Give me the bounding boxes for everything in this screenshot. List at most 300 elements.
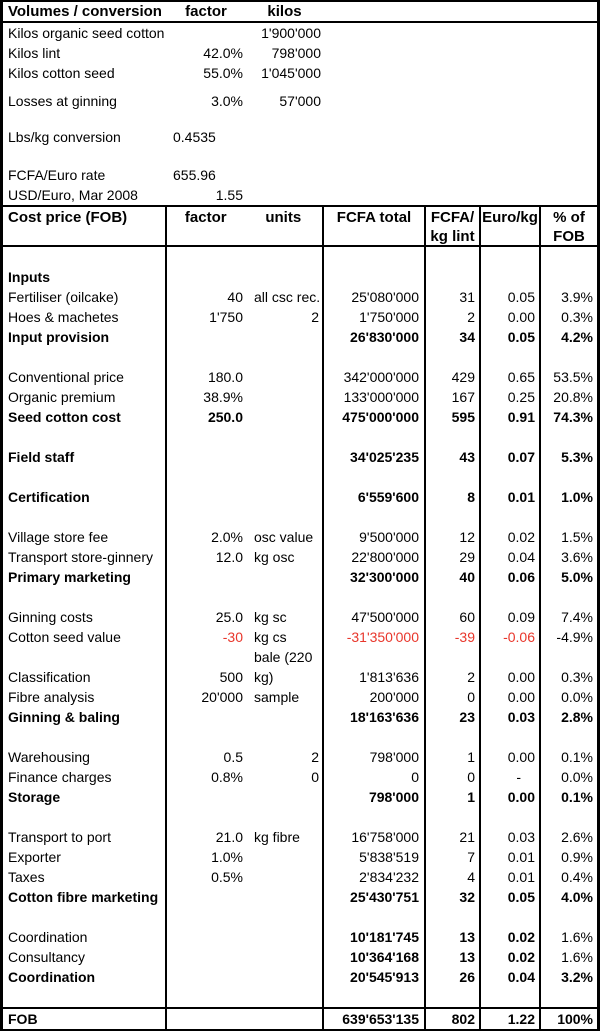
cell-factor	[167, 587, 245, 607]
cell-units: 2	[311, 309, 319, 325]
cell-pct-fob: 0.1%	[561, 789, 593, 805]
cell-factor: 40	[227, 289, 243, 305]
cell-pct-fob: 100%	[557, 1011, 593, 1027]
cell-fcfa-per-kg: 26	[426, 967, 481, 987]
cell-pct-fob	[541, 587, 597, 607]
cell-pct-fob	[541, 727, 597, 747]
cell-fcfa-total	[324, 587, 426, 607]
cell-euro-per-kg: 0.05	[481, 287, 541, 307]
cell-pct-fob	[541, 507, 597, 527]
cell-euro-per-kg: 0.00	[481, 307, 541, 327]
cell-pct-fob: 74.3%	[553, 409, 593, 425]
cell-kilos	[245, 127, 324, 147]
cell-label: Village store fee	[3, 527, 167, 547]
cell-fcfa-total: 342'000'000	[324, 367, 426, 387]
cost-table	[3, 205, 597, 1029]
cell-euro-per-kg	[481, 647, 541, 667]
spacer-row	[3, 83, 597, 91]
cell-fcfa-total: 475'000'000	[324, 407, 426, 427]
cell-units: kg osc	[254, 549, 295, 565]
cost-row	[3, 747, 597, 767]
cell-pct-fob: 2.6%	[561, 829, 593, 845]
cell-factor: 180.0	[207, 369, 243, 385]
cell-pct-fob: 0.0%	[561, 769, 593, 785]
cell-fcfa-per-kg	[426, 507, 481, 527]
cell-fcfa-total: 0	[324, 767, 426, 787]
cell-fcfa-total: 798'000	[324, 747, 426, 767]
cell-pct-fob: 0.4%	[561, 869, 593, 885]
cell-fcfa-per-kg: 21	[426, 827, 481, 847]
cell-units: kg)	[254, 669, 274, 685]
cell-fcfa-per-kg: 167	[426, 387, 481, 407]
cost-row	[3, 287, 597, 307]
cell-fcfa-per-kg: 34	[426, 327, 481, 347]
cell-label: Transport store-ginnery	[3, 547, 167, 567]
cell-label: Fibre analysis	[3, 687, 167, 707]
cell-fcfa-per-kg: 29	[426, 547, 481, 567]
cell-pct-fob: 1.6%	[561, 929, 593, 945]
cell-pct-fob	[541, 467, 597, 487]
cell-factor	[167, 427, 245, 447]
cell-factor: 55.0%	[203, 65, 243, 81]
cell-fcfa-total: 2'834'232	[324, 867, 426, 887]
cell-fcfa-per-kg: 0	[426, 767, 481, 787]
cell-fcfa-total: -31'350'000	[324, 627, 426, 647]
cell-fcfa-total	[324, 427, 426, 447]
cell-fcfa-per-kg: 31	[426, 287, 481, 307]
cost-row	[3, 267, 597, 287]
cell-fcfa-total: 32'300'000	[324, 567, 426, 587]
cell-factor: 38.9%	[203, 389, 243, 405]
spacer-row	[3, 727, 597, 747]
cell-label: Organic premium	[3, 387, 167, 407]
volumes-row	[3, 63, 597, 83]
cell-label: Coordination	[3, 967, 167, 987]
cell-label: Primary marketing	[3, 567, 167, 587]
volumes-col-factor: factor	[185, 3, 227, 20]
cell-euro-per-kg: 0.00	[481, 687, 541, 707]
cell-label	[3, 467, 167, 487]
cell-fcfa-total: 200'000	[324, 687, 426, 707]
cell-euro-per-kg: 0.65	[481, 367, 541, 387]
cell-euro-per-kg: 0.00	[481, 667, 541, 687]
cell-label: Kilos cotton seed	[8, 65, 115, 81]
cell-fcfa-total	[324, 727, 426, 747]
volumes-row	[3, 165, 597, 185]
cell-euro-per-kg: 0.01	[481, 487, 541, 507]
cell-factor	[167, 23, 245, 43]
cell-label: Cotton seed value	[3, 627, 167, 647]
spacer-row	[3, 807, 597, 827]
cell-fcfa-per-kg: 8	[426, 487, 481, 507]
cost-row	[3, 787, 597, 807]
cell-factor	[167, 647, 245, 667]
cell-factor: 1'750	[209, 309, 243, 325]
cell-units	[245, 847, 322, 867]
cell-fcfa-per-kg	[426, 247, 481, 267]
cell-label: Classification	[3, 667, 167, 687]
cell-units	[245, 707, 322, 727]
cell-pct-fob: 0.9%	[561, 849, 593, 865]
cell-label: Seed cotton cost	[3, 407, 167, 427]
cell-label	[3, 807, 167, 827]
cell-fcfa-total: 22'800'000	[324, 547, 426, 567]
cell-factor: 0.5%	[211, 869, 243, 885]
cell-fcfa-per-kg	[426, 807, 481, 827]
cell-label: Ginning costs	[3, 607, 167, 627]
cell-pct-fob: 4.2%	[561, 329, 593, 345]
cell-label: Field staff	[3, 447, 167, 467]
cell-fcfa-per-kg	[426, 647, 481, 667]
cell-fcfa-per-kg	[426, 907, 481, 927]
spacer-row	[3, 111, 597, 127]
cell-fcfa-per-kg: 2	[426, 307, 481, 327]
cell-units	[245, 427, 322, 447]
cell-factor: 1.55	[215, 187, 243, 203]
cost-row	[3, 447, 597, 467]
cell-units	[245, 987, 322, 1007]
cost-col-euro-per-kg: Euro/kg	[481, 207, 541, 246]
cell-factor: -30	[222, 629, 243, 645]
cell-factor: 655.96	[173, 167, 216, 183]
cell-label: Warehousing	[3, 747, 167, 767]
cell-pct-fob	[541, 987, 597, 1007]
cell-label: Taxes	[3, 867, 167, 887]
cell-units	[245, 867, 322, 887]
cell-units: sample	[254, 689, 300, 705]
cell-fcfa-total: 25'080'000	[324, 287, 426, 307]
cost-row	[3, 367, 597, 387]
cell-pct-fob: 0.1%	[561, 749, 593, 765]
cell-euro-per-kg: 0.02	[481, 927, 541, 947]
cell-units	[245, 507, 322, 527]
cell-label: Kilos lint	[8, 45, 61, 61]
cell-euro-per-kg: 0.03	[481, 707, 541, 727]
cell-fcfa-per-kg: 4	[426, 867, 481, 887]
cell-pct-fob: 53.5%	[553, 369, 593, 385]
cost-row	[3, 767, 597, 787]
cell-euro-per-kg: 0.00	[481, 787, 541, 807]
cell-units	[245, 787, 322, 807]
cell-factor: 2.0%	[211, 529, 243, 545]
cell-units: bale (220	[254, 649, 313, 665]
cost-col-units: units	[265, 209, 302, 226]
cell-euro-per-kg	[481, 587, 541, 607]
cell-factor	[167, 447, 245, 467]
cell-factor	[167, 887, 245, 907]
cell-factor: 250.0	[207, 409, 243, 425]
cell-factor: 500	[219, 669, 243, 685]
cell-units	[245, 887, 322, 907]
cell-pct-fob	[541, 347, 597, 367]
volumes-table	[3, 2, 597, 205]
cell-fcfa-total	[324, 347, 426, 367]
cell-units: kg fibre	[254, 829, 300, 845]
cell-fcfa-per-kg	[426, 347, 481, 367]
cell-factor: 1.0%	[211, 849, 243, 865]
cell-label	[3, 987, 167, 1007]
cell-units	[245, 327, 322, 347]
cell-fcfa-total	[324, 267, 426, 287]
cell-euro-per-kg: 0.02	[481, 527, 541, 547]
cost-row	[3, 567, 597, 587]
cell-fcfa-total: 9'500'000	[324, 527, 426, 547]
cost-row	[3, 687, 597, 707]
cost-row	[3, 647, 597, 667]
cell-euro-per-kg: 0.04	[481, 547, 541, 567]
cell-fcfa-total: 25'430'751	[324, 887, 426, 907]
cost-row	[3, 827, 597, 847]
cell-units	[245, 407, 322, 427]
cost-row	[3, 967, 597, 987]
cell-label	[3, 647, 167, 667]
cell-euro-per-kg: 0.05	[481, 327, 541, 347]
cell-fcfa-per-kg: 13	[426, 927, 481, 947]
cell-factor	[167, 567, 245, 587]
cell-units	[245, 807, 322, 827]
spacer-row	[3, 507, 597, 527]
cell-fcfa-total: 1'813'636	[324, 667, 426, 687]
volumes-row	[3, 127, 597, 147]
cell-pct-fob: 3.2%	[561, 969, 593, 985]
cell-euro-per-kg: 0.04	[481, 967, 541, 987]
cell-fcfa-per-kg	[426, 987, 481, 1007]
cell-fcfa-per-kg: 23	[426, 707, 481, 727]
cell-factor: 0.5	[223, 749, 243, 765]
cell-fcfa-per-kg: 1	[426, 787, 481, 807]
cell-euro-per-kg	[481, 807, 541, 827]
cell-fcfa-per-kg: 429	[426, 367, 481, 387]
cell-fcfa-per-kg	[426, 587, 481, 607]
cell-units: kg cs	[254, 629, 287, 645]
cell-label	[3, 727, 167, 747]
cell-fcfa-per-kg: 32	[426, 887, 481, 907]
cell-label: USD/Euro, Mar 2008	[8, 187, 138, 203]
cell-units: all csc rec.	[254, 289, 321, 305]
cell-label: Storage	[3, 787, 167, 807]
cell-pct-fob	[541, 267, 597, 287]
cell-euro-per-kg: 0.00	[481, 747, 541, 767]
cell-fcfa-total	[324, 507, 426, 527]
cell-fcfa-per-kg: 1	[426, 747, 481, 767]
cell-units	[245, 907, 322, 927]
cell-kilos: 1'900'000	[261, 25, 321, 41]
cell-label: Input provision	[3, 327, 167, 347]
cell-euro-per-kg	[481, 267, 541, 287]
cell-factor	[167, 727, 245, 747]
cell-factor	[167, 267, 245, 287]
cell-euro-per-kg	[481, 507, 541, 527]
cell-label: Fertiliser (oilcake)	[3, 287, 167, 307]
cell-label: Coordination	[3, 927, 167, 947]
cell-euro-per-kg: 0.03	[481, 827, 541, 847]
cell-kilos: 798'000	[271, 45, 321, 61]
cell-fcfa-total: 26'830'000	[324, 327, 426, 347]
cell-factor	[167, 927, 245, 947]
cell-units	[245, 487, 322, 507]
cell-fcfa-total	[324, 987, 426, 1007]
cell-euro-per-kg: 0.06	[481, 567, 541, 587]
cell-pct-fob	[541, 427, 597, 447]
cell-euro-per-kg: 0.05	[481, 887, 541, 907]
cost-row	[3, 887, 597, 907]
cell-fcfa-total: 47'500'000	[324, 607, 426, 627]
cell-fcfa-total: 18'163'636	[324, 707, 426, 727]
cell-factor	[167, 347, 245, 367]
spacer-row	[3, 247, 597, 267]
cell-label: FCFA/Euro rate	[8, 167, 106, 183]
cell-pct-fob: 3.9%	[561, 289, 593, 305]
cell-units	[245, 947, 322, 967]
cell-label: Conventional price	[3, 367, 167, 387]
cell-factor	[167, 787, 245, 807]
cell-pct-fob: 1.0%	[561, 489, 593, 505]
cell-factor: 0.4535	[173, 129, 216, 145]
cost-header-row	[3, 205, 597, 247]
cell-pct-fob: -4.9%	[556, 629, 593, 645]
cell-fcfa-per-kg: 12	[426, 527, 481, 547]
volumes-row	[3, 43, 597, 63]
cell-euro-per-kg	[481, 427, 541, 447]
cell-label	[3, 247, 167, 267]
cell-fcfa-per-kg: 2	[426, 667, 481, 687]
cell-factor: 20'000	[201, 689, 243, 705]
spacer-row	[3, 347, 597, 367]
cell-pct-fob: 0.3%	[561, 669, 593, 685]
cell-euro-per-kg	[481, 727, 541, 747]
cell-euro-dash: -	[516, 769, 521, 785]
cell-factor	[167, 487, 245, 507]
cell-units: 2	[311, 749, 319, 765]
cell-kilos: 1'045'000	[261, 65, 321, 81]
cell-label: Certification	[3, 487, 167, 507]
cell-fcfa-total: 133'000'000	[324, 387, 426, 407]
spacer-row	[3, 467, 597, 487]
cost-body	[3, 247, 597, 1007]
cell-factor	[167, 507, 245, 527]
cell-label: Inputs	[3, 267, 167, 287]
cell-fcfa-total: 5'838'519	[324, 847, 426, 867]
cell-units	[245, 567, 322, 587]
cell-units	[245, 367, 322, 387]
volumes-body	[3, 23, 597, 205]
cell-label: Ginning & baling	[3, 707, 167, 727]
cell-pct-fob	[541, 247, 597, 267]
cell-pct-fob: 3.6%	[561, 549, 593, 565]
cell-units	[245, 347, 322, 367]
cell-pct-fob: 0.0%	[561, 689, 593, 705]
cell-factor: 42.0%	[203, 45, 243, 61]
cell-fcfa-total: 16'758'000	[324, 827, 426, 847]
cell-pct-fob: 7.4%	[561, 609, 593, 625]
cell-factor: 21.0	[215, 829, 243, 845]
cell-fcfa-per-kg: 0	[426, 687, 481, 707]
cell-label: FOB	[3, 1009, 167, 1029]
cost-row	[3, 407, 597, 427]
cell-pct-fob: 20.8%	[553, 389, 593, 405]
cell-label	[3, 587, 167, 607]
cell-label: Kilos organic seed cotton	[8, 25, 165, 41]
cell-pct-fob: 4.0%	[561, 889, 593, 905]
cell-label: Cotton fibre marketing	[3, 887, 167, 907]
cell-fcfa-per-kg: 7	[426, 847, 481, 867]
cell-label: Exporter	[3, 847, 167, 867]
cell-euro-per-kg: 1.22	[481, 1009, 541, 1029]
cell-euro-per-kg	[481, 347, 541, 367]
spacer-row	[3, 907, 597, 927]
cell-euro-per-kg: 0.09	[481, 607, 541, 627]
cost-row	[3, 527, 597, 547]
cost-row	[3, 847, 597, 867]
cell-pct-fob	[541, 647, 597, 667]
cell-fcfa-total	[324, 467, 426, 487]
cell-factor	[167, 467, 245, 487]
cost-row	[3, 547, 597, 567]
cell-pct-fob: 0.3%	[561, 309, 593, 325]
cell-label: Losses at ginning	[8, 93, 117, 109]
cell-fcfa-per-kg: 40	[426, 567, 481, 587]
cell-factor: 12.0	[215, 549, 243, 565]
cell-label: Hoes & machetes	[3, 307, 167, 327]
cell-label: Consultancy	[3, 947, 167, 967]
cell-fcfa-per-kg: 60	[426, 607, 481, 627]
cell-euro-per-kg: 0.91	[481, 407, 541, 427]
cell-kilos	[245, 185, 324, 205]
cell-units	[245, 727, 322, 747]
cell-pct-fob: 1.6%	[561, 949, 593, 965]
cell-units	[245, 587, 322, 607]
volumes-row	[3, 91, 597, 111]
cost-row	[3, 387, 597, 407]
cost-row	[3, 947, 597, 967]
cost-row	[3, 927, 597, 947]
volumes-title: Volumes / conversion	[8, 3, 162, 20]
cost-row	[3, 487, 597, 507]
cell-fcfa-per-kg	[426, 727, 481, 747]
cell-fcfa-per-kg	[426, 267, 481, 287]
cell-units	[245, 387, 322, 407]
cost-row	[3, 307, 597, 327]
cell-factor	[167, 247, 245, 267]
cell-pct-fob: 5.0%	[561, 569, 593, 585]
cell-euro-per-kg: 0.01	[481, 847, 541, 867]
cell-fcfa-total: 639'653'135	[324, 1009, 426, 1029]
cost-col-fcfa-per-kg: FCFA/ kg lint	[426, 207, 481, 246]
cell-pct-fob: 1.5%	[561, 529, 593, 545]
cell-factor	[167, 807, 245, 827]
cost-row	[3, 627, 597, 647]
cell-pct-fob	[541, 907, 597, 927]
cell-fcfa-per-kg	[426, 427, 481, 447]
cell-factor: 25.0	[215, 609, 243, 625]
cell-factor	[167, 707, 245, 727]
cost-row	[3, 607, 597, 627]
cell-euro-per-kg: 0.07	[481, 447, 541, 467]
cell-factor: 0.8%	[211, 769, 243, 785]
cell-factor	[167, 987, 245, 1007]
cell-units	[245, 967, 322, 987]
cell-factor	[167, 947, 245, 967]
cell-units: 0	[311, 769, 319, 785]
cost-row	[3, 667, 597, 687]
cell-label	[3, 427, 167, 447]
cell-fcfa-total: 34'025'235	[324, 447, 426, 467]
cell-pct-fob	[541, 807, 597, 827]
cell-fcfa-total: 798'000	[324, 787, 426, 807]
cell-euro-per-kg: 0.02	[481, 947, 541, 967]
cell-fcfa-total	[324, 247, 426, 267]
cell-kilos: 57'000	[279, 93, 321, 109]
